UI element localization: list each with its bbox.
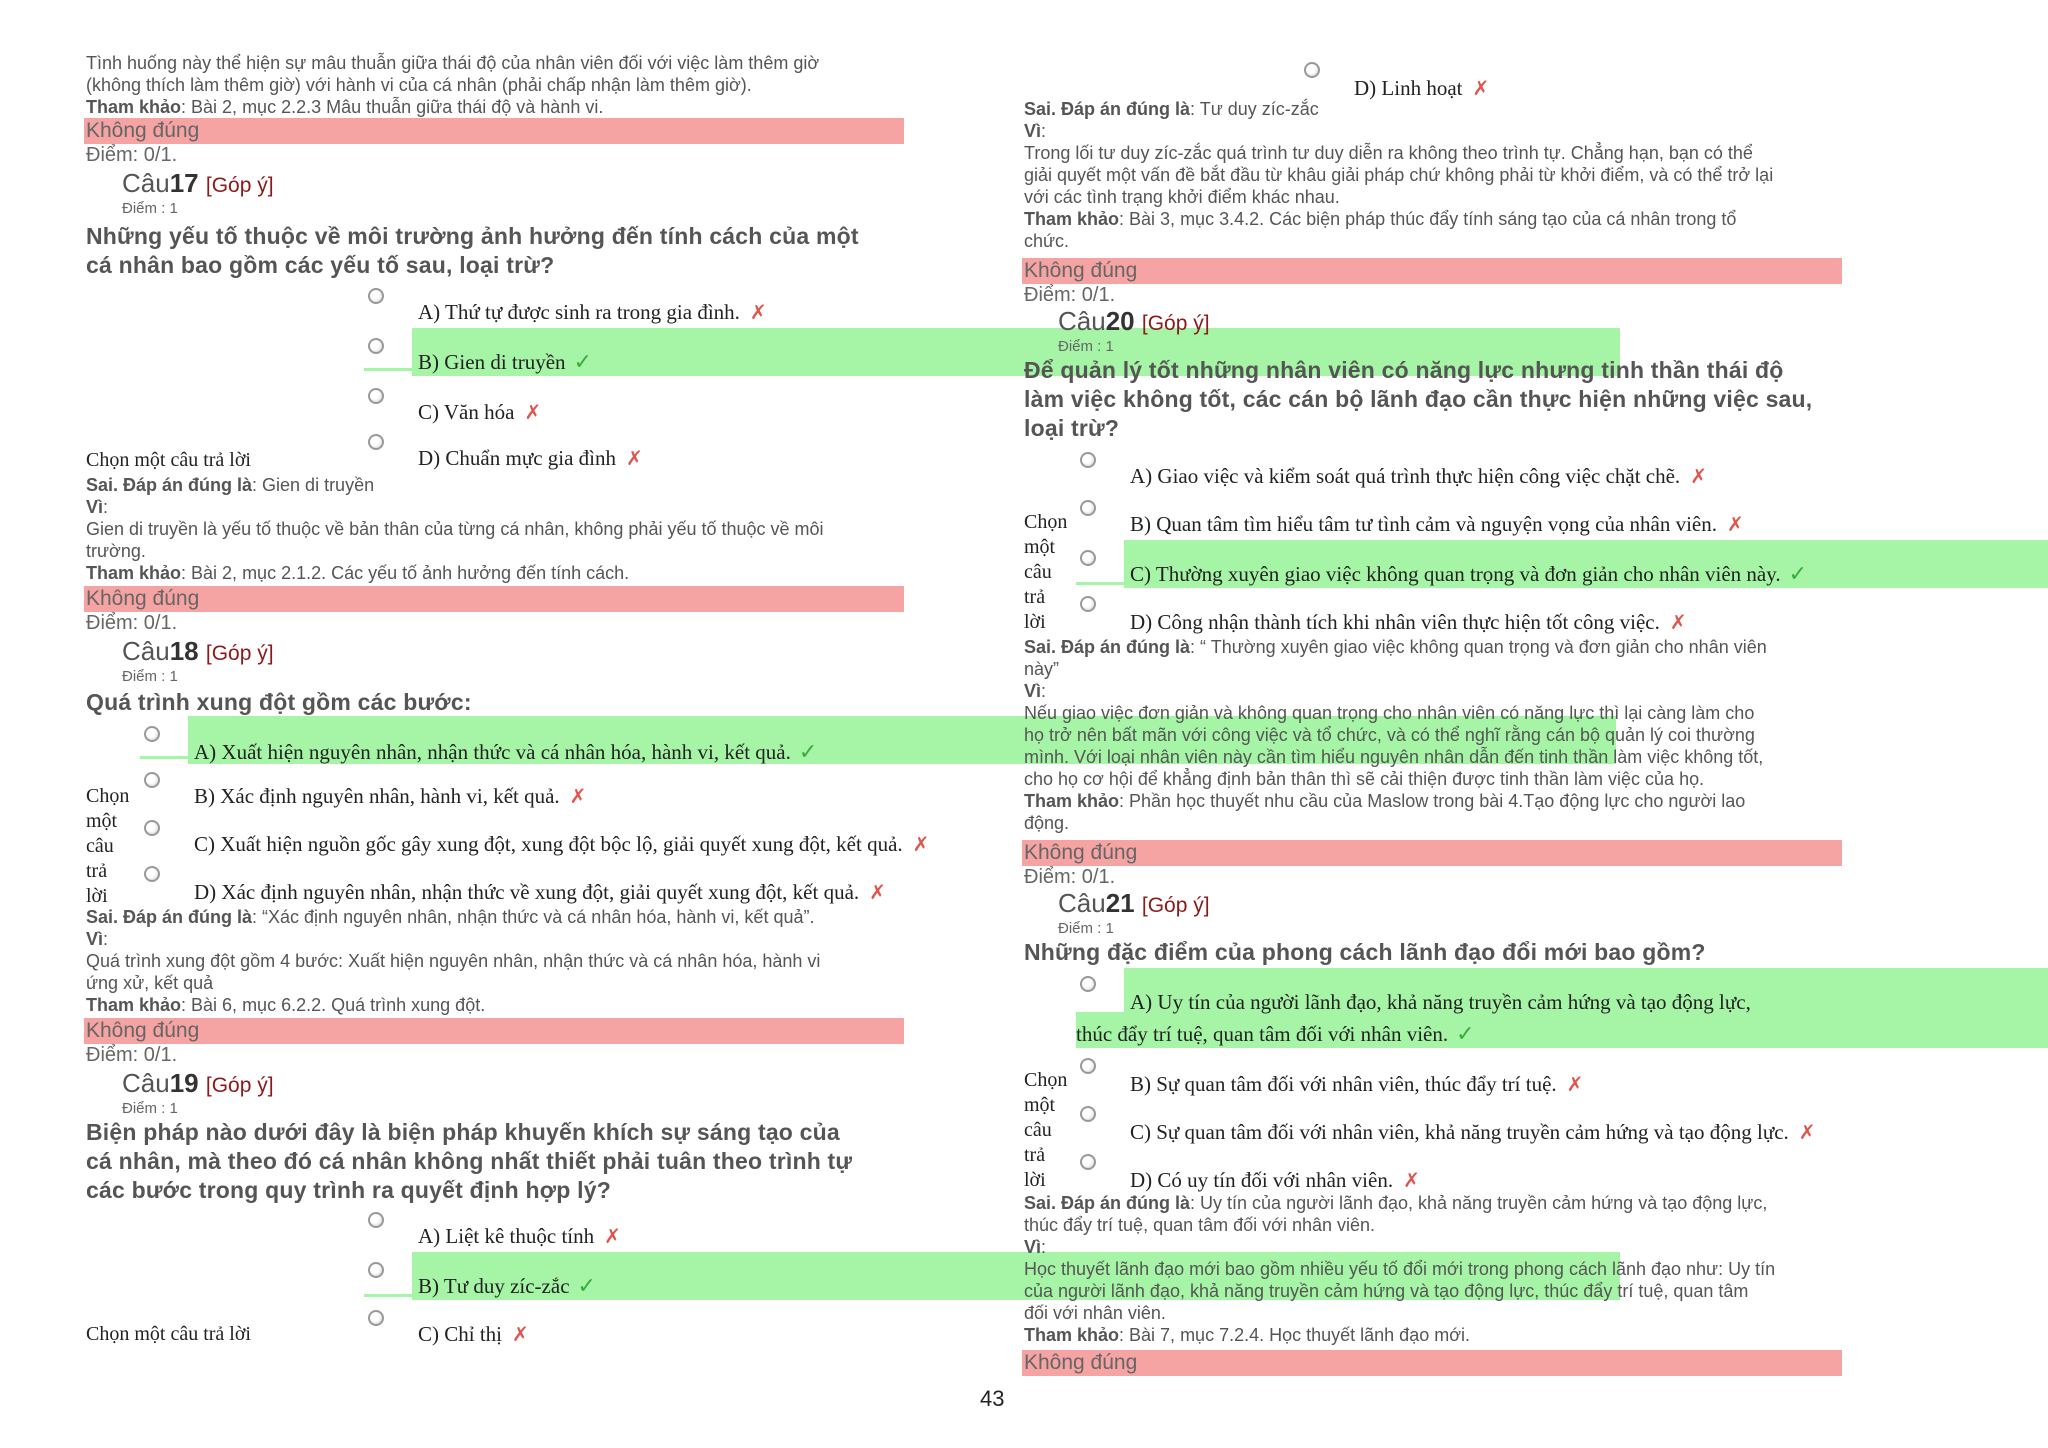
incorrect-banner: Không đúng: [1022, 1350, 1842, 1376]
answer-explanation-18: Sai. Đáp án đúng là: “Xác định nguyên nhân, nhận thức và cá nhân hóa, hành vi, kết quả”. Vì: Quá trình xung đột gồm 4 bước: Xuất hiện nguyên nhân, nhận thức và cá nhân hóa, hành vi ứng xử, kết quả Tham khảo: Bài 6, mục 6.2.2. Quá trình xung đột.: [86, 907, 821, 1015]
answer-explanation-21: Sai. Đáp án đúng là: Uy tín của người lãnh đạo, khả năng truyền cảm hứng và tạo động lực, thúc đẩy trí tuệ, quan tâm đối với nhân viên. Vì: Học thuyết lãnh đạo mới bao gồm nhiều yếu tố đổi mới trong phong cách lãnh đạo như: Uy tín của người lãnh đạo, khả năng truyền cảm hứng và tạo động lực, thúc đẩy trí tuệ, quan tâm đối với nhân viên. Tham khảo: Bài 7, mục 7.2.4. Học thuyết lãnh đạo mới.: [1024, 1193, 1776, 1345]
correct-mark-icon: ✓: [1456, 1022, 1475, 1047]
feedback-link[interactable]: [Góp ý]: [205, 174, 274, 197]
radio-option-b[interactable]: [144, 772, 160, 788]
score-label: Điểm: 0/1.: [86, 144, 178, 166]
radio-option-c[interactable]: [144, 820, 160, 836]
radio-option-a[interactable]: [368, 1212, 384, 1228]
wrong-mark-icon: ✗: [524, 400, 542, 424]
radio-option-b[interactable]: [1080, 500, 1096, 516]
correct-highlight-line: [140, 756, 188, 759]
choose-one-label: Chọn một câu trả lời: [86, 1323, 251, 1345]
feedback-link[interactable]: [Góp ý]: [205, 1074, 274, 1097]
option-c: C) Sự quan tâm đối với nhân viên, khả năng truyền cảm hứng và tạo động lực. ✗: [1130, 1120, 1816, 1144]
correct-highlight-line: [1076, 582, 1124, 585]
answer-explanation-19: Sai. Đáp án đúng là: Tư duy zíc-zắc Vì: Trong lối tư duy zíc-zắc quá trình tư duy diễn ra không theo trình tự. Chẳng hạn, bạn có thể giải quyết một vấn đề bắt đầu từ khâu giải pháp chứ không phải từ khởi điểm, và có thể trở lại với các tình trạng khởi điểm khác nhau. Tham khảo: Bài 3, mục 3.4.2. Các biện pháp thúc đẩy tính sáng tạo của cá nhân trong tổ chức.: [1024, 99, 1774, 251]
answer-explanation-17: Sai. Đáp án đúng là: Gien di truyền Vì: Gien di truyền là yếu tố thuộc về bản thân của từng cá nhân, không phải yếu tố thuộc về môi trường. Tham khảo: Bài 2, mục 2.1.2. Các yếu tố ảnh hưởng đến tính cách.: [86, 475, 824, 583]
option-a: A) Liệt kê thuộc tính ✗: [418, 1224, 621, 1248]
option-c: C) Xuất hiện nguồn gốc gây xung đột, xung đột bộc lộ, giải quyết xung đột, kết quả. ✗: [194, 832, 930, 856]
option-a-line1: A) Uy tín của người lãnh đạo, khả năng truyền cảm hứng và tạo động lực,: [1130, 990, 1751, 1014]
question-header-20: Câu20 [Góp ý]: [1058, 306, 1210, 336]
option-d: D) Công nhận thành tích khi nhân viên thực hiện tốt công việc. ✗: [1130, 610, 1687, 634]
option-d: D) Chuẩn mực gia đình ✗: [418, 446, 643, 470]
page-number: 43: [980, 1386, 1005, 1411]
wrong-mark-icon: ✗: [626, 446, 643, 470]
question-text-18: Quá trình xung đột gồm các bước:: [86, 689, 472, 715]
option-a: A) Thứ tự được sinh ra trong gia đình. ✗: [418, 300, 767, 324]
radio-option-a[interactable]: [144, 726, 160, 742]
incorrect-banner: Không đúng: [84, 1018, 904, 1044]
radio-option-c[interactable]: [1080, 550, 1096, 566]
radio-option-c[interactable]: [368, 388, 384, 404]
wrong-mark-icon: ✗: [912, 832, 930, 856]
radio-option-b[interactable]: [368, 338, 384, 354]
correct-highlight-line: [364, 1294, 412, 1297]
score-label: Điểm: 0/1.: [86, 1044, 178, 1066]
option-a-line2: thúc đẩy trí tuệ, quan tâm đối với nhân viên. ✓: [1076, 1022, 1475, 1047]
radio-option-d[interactable]: [1080, 596, 1096, 612]
option-b: B) Tư duy zíc-zắc ✓: [418, 1274, 596, 1299]
question-text-20: Để quản lý tốt những nhân viên có năng lực nhưng tinh thần thái độ làm việc không tốt, các cán bộ lãnh đạo cần thực hiện những việc sau, loại trừ?: [1024, 357, 1813, 441]
radio-option-d[interactable]: [1080, 1154, 1096, 1170]
correct-highlight-line: [364, 368, 412, 371]
correct-mark-icon: ✓: [1788, 562, 1808, 587]
question-header-18: Câu18 [Góp ý]: [122, 636, 274, 666]
points-label: Điểm : 1: [122, 668, 178, 685]
feedback-link[interactable]: [Góp ý]: [1141, 312, 1210, 335]
score-label: Điểm: 0/1.: [1024, 866, 1116, 888]
intro-explanation: Tình huống này thể hiện sự mâu thuẫn giữa thái độ của nhân viên đối với việc làm thêm giờ (không thích làm thêm giờ) với hành vi của cá nhân (phải chấp nhận làm thêm giờ). Tham khảo: Bài 2, mục 2.2.3 Mâu thuẫn giữa thái độ và hành vi.: [86, 53, 820, 117]
radio-option-a[interactable]: [1080, 976, 1096, 992]
question-text-17: Những yếu tố thuộc về môi trường ảnh hưởng đến tính cách của một cá nhân bao gồm các yếu tố sau, loại trừ?: [86, 223, 859, 278]
incorrect-banner: Không đúng: [84, 586, 904, 612]
feedback-link[interactable]: [Góp ý]: [205, 642, 274, 665]
question-text-19: Biện pháp nào dưới đây là biện pháp khuyến khích sự sáng tạo của cá nhân, mà theo đó cá nhân không nhất thiết phải tuân theo trình tự các bước trong quy trình ra quyết định hợp lý?: [86, 1119, 853, 1203]
correct-mark-icon: ✓: [573, 350, 592, 375]
option-d: D) Linh hoạt ✗: [1354, 76, 1490, 100]
wrong-mark-icon: ✗: [1727, 512, 1744, 536]
option-a: A) Giao việc và kiểm soát quá trình thực hiện công việc chặt chẽ. ✗: [1130, 464, 1707, 488]
choose-one-label: Chọn một câu trả lời: [1024, 511, 1068, 633]
option-b: B) Gien di truyền ✓: [418, 350, 592, 375]
choose-one-label: Chọn một câu trả lời: [86, 449, 251, 471]
incorrect-banner: Không đúng: [1022, 840, 1842, 866]
points-label: Điểm : 1: [1058, 920, 1114, 937]
option-a: A) Xuất hiện nguyên nhân, nhận thức và cá nhân hóa, hành vi, kết quả. ✓: [194, 740, 818, 765]
wrong-mark-icon: ✗: [604, 1224, 621, 1248]
correct-mark-icon: ✓: [577, 1274, 596, 1299]
wrong-mark-icon: ✗: [869, 880, 886, 904]
question-header-19: Câu19 [Góp ý]: [122, 1068, 274, 1098]
option-b: B) Sự quan tâm đối với nhân viên, thúc đẩy trí tuệ. ✗: [1130, 1072, 1584, 1096]
score-label: Điểm: 0/1.: [1024, 284, 1116, 306]
choose-one-label: Chọn một câu trả lời: [1024, 1069, 1068, 1191]
correct-mark-icon: ✓: [798, 740, 818, 765]
points-label: Điểm : 1: [1058, 338, 1114, 355]
wrong-mark-icon: ✗: [569, 784, 587, 808]
choose-one-label: Chọn một câu trả lời: [86, 785, 130, 907]
option-b: B) Quan tâm tìm hiểu tâm tư tình cảm và nguyện vọng của nhân viên. ✗: [1130, 512, 1744, 536]
radio-option-d[interactable]: [144, 866, 160, 882]
option-c: C) Chỉ thị ✗: [418, 1322, 529, 1346]
wrong-mark-icon: ✗: [1669, 610, 1687, 634]
wrong-mark-icon: ✗: [749, 300, 767, 324]
score-label: Điểm: 0/1.: [86, 612, 178, 634]
option-c: C) Thường xuyên giao việc không quan trọng và đơn giản cho nhân viên này. ✓: [1130, 562, 1808, 587]
feedback-link[interactable]: [Góp ý]: [1141, 894, 1210, 917]
radio-option-b[interactable]: [1080, 1058, 1096, 1074]
radio-option-d[interactable]: [368, 434, 384, 450]
question-text-21: Những đặc điểm của phong cách lãnh đạo đổi mới bao gồm?: [1024, 939, 1706, 965]
answer-explanation-20: Sai. Đáp án đúng là: “ Thường xuyên giao việc không quan trọng và đơn giản cho nhân viên này” Vì: Nếu giao việc đơn giản và không quan trọng cho nhân viên có năng lực thì lại càng làm cho họ trở nên bất mãn với công việc và tổ chức, và có thể nghĩ rằng cán bộ quản lý coi thường mình. Với loại nhân viên này cần tìm hiểu nguyên nhân dẫn đến tinh thần làm việc không tốt, cho họ cơ hội để khẳng định bản thân thì sẽ cải thiện được tinh thần làm việc của họ. Tham khảo: Phần học thuyết nhu cầu của Maslow trong bài 4.Tạo động lực cho người lao động.: [1024, 637, 1767, 833]
option-d: D) Có uy tín đối với nhân viên. ✗: [1130, 1168, 1420, 1192]
option-c: C) Văn hóa ✗: [418, 400, 542, 424]
radio-option-a[interactable]: [368, 288, 384, 304]
wrong-mark-icon: ✗: [1798, 1120, 1816, 1144]
radio-option-c[interactable]: [1080, 1106, 1096, 1122]
option-b: B) Xác định nguyên nhân, hành vi, kết quả. ✗: [194, 784, 587, 808]
incorrect-banner: Không đúng: [1022, 258, 1842, 284]
radio-option-a[interactable]: [1080, 452, 1096, 468]
option-d: D) Xác định nguyên nhân, nhận thức về xung đột, giải quyết xung đột, kết quả. ✗: [194, 880, 886, 904]
radio-option-c[interactable]: [368, 1310, 384, 1326]
points-label: Điểm : 1: [122, 200, 178, 217]
radio-option-b[interactable]: [368, 1262, 384, 1278]
wrong-mark-icon: ✗: [1403, 1168, 1420, 1192]
wrong-mark-icon: ✗: [1472, 76, 1490, 100]
points-label: Điểm : 1: [122, 1100, 178, 1117]
radio-option-d[interactable]: [1304, 62, 1320, 78]
question-header-21: Câu21 [Góp ý]: [1058, 888, 1210, 918]
wrong-mark-icon: ✗: [512, 1322, 529, 1346]
incorrect-banner: Không đúng: [84, 118, 904, 144]
wrong-mark-icon: ✗: [1566, 1072, 1584, 1096]
wrong-mark-icon: ✗: [1690, 464, 1707, 488]
question-header-17: Câu17 [Góp ý]: [122, 168, 274, 198]
